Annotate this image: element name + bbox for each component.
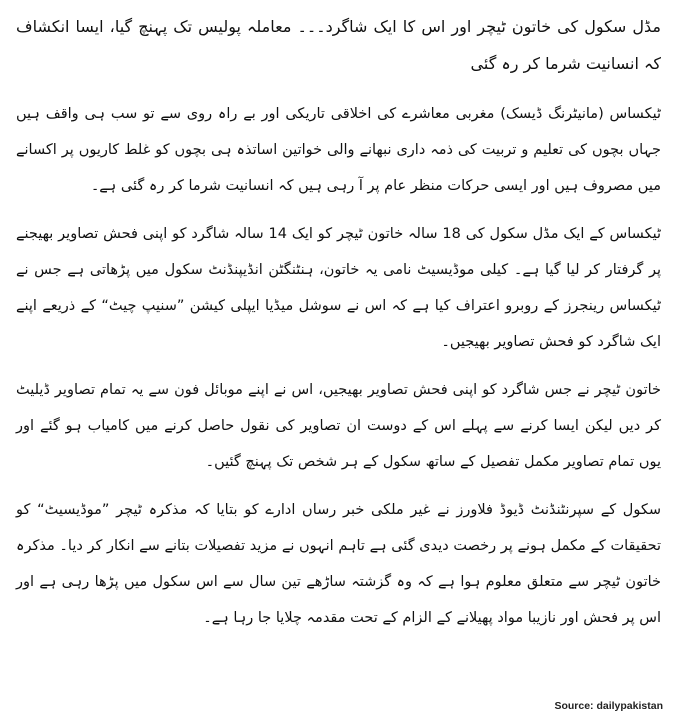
article-paragraph-1: ٹیکساس (مانیٹرنگ ڈیسک) مغربی معاشرے کی اخلاقی تاریکی اور بے راہ روی سے تو سب ہی واقف ہیں جہاں بچوں کی تعلیم و تربیت کی ذمہ داری نبھانے والی خواتین اساتذہ ہی بچوں کو غلط کاریوں پر اکسانے میں مصروف ہیں اور ایسی حرکات منظر عام پر آ رہی ہیں کہ انسانیت شرما کر رہ گئی ہے۔: [16, 106, 661, 194]
article-source: Source: dailypakistan: [554, 700, 663, 712]
article-paragraph-3: خاتون ٹیچر نے جس شاگرد کو اپنی فحش تصاویر بھیجیں، اس نے اپنے موبائل فون سے یہ تمام تصاویر ڈیلیٹ کر دیں لیکن ایسا کرنے سے پہلے اس کے دوست ان تصاویر کی نقول حاصل کرنے میں کامیاب ہو گئے اور یوں تمام تصاویر مکمل تفصیل کے ساتھ سکول کے ہر شخص تک پہنچ گئیں۔: [16, 382, 661, 470]
article-paragraph-4: سکول کے سپرنٹنڈنٹ ڈیوڈ فلاورز نے غیر ملکی خبر رساں ادارے کو بتایا کہ مذکرہ ٹیچر ”موڈیسیٹ“ کو تحقیقات کے مکمل ہونے پر رخصت دیدی گئی ہے تاہم انہوں نے مزید تفصیلات بتانے سے انکار کر دیا۔ مذکرہ خاتون ٹیچر سے متعلق معلوم ہوا ہے کہ وہ گزشتہ ساڑھے تین سال سے اس سکول میں پڑھا رہی ہے اور اس پر فحش اور نازیبا مواد پھیلانے کے الزام کے تحت مقدمہ چلایا جا رہا ہے۔: [16, 502, 661, 626]
article-paragraph-2: ٹیکساس کے ایک مڈل سکول کی 18 سالہ خاتون ٹیچر کو ایک 14 سالہ شاگرد کو اپنی فحش تصاویر بھیجنے پر گرفتار کر لیا گیا ہے۔ کیلی موڈیسیٹ نامی یہ خاتون، ہنٹنگٹن انڈیپنڈنٹ سکول میں پڑھاتی ہے جس نے ٹیکساس رینجرز کے روبرو اعتراف کیا ہے کہ اس نے سوشل میڈیا ایپلی کیشن ”سنیپ چیٹ“ کے ذریعے اپنے ایک شاگرد کو فحش تصاویر بھیجیں۔: [16, 226, 662, 350]
news-article: [16, 8, 661, 648]
article-headline: مڈل سکول کی خاتون ٹیچر اور اس کا ایک شاگرد۔۔۔ معاملہ پولیس تک پہنچ گیا، ایسا انکشاف کہ انسانیت شرما کر رہ گئی: [16, 17, 661, 73]
